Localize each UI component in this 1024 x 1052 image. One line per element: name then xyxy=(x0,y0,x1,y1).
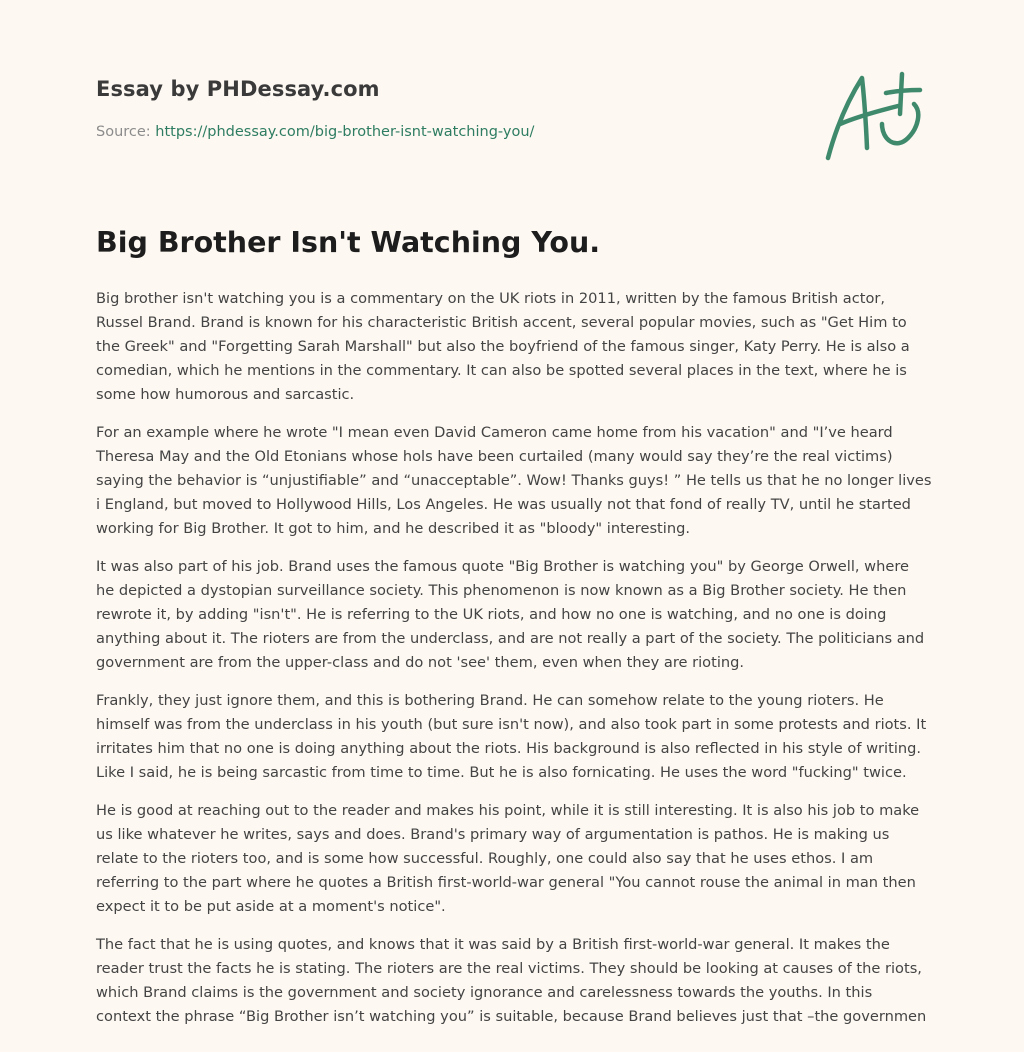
essay-title: Big Brother Isn't Watching You. xyxy=(96,226,601,259)
paragraph-line: Theresa May and the Old Etonians whose hols have been curtailed (many would say they’re the real victims) xyxy=(96,448,893,465)
paragraph xyxy=(96,421,930,541)
paragraph-line: For an example where he wrote "I mean even David Cameron came home from his vacation" and "I’ve heard xyxy=(96,424,893,441)
paragraph-line: comedian, which he mentions in the commentary. It can also be spotted several places in the text, where he is xyxy=(96,362,907,379)
source-label: Source: xyxy=(96,124,156,140)
site-brand: Essay by PHDessay.com xyxy=(96,77,380,101)
a-plus-grade-icon xyxy=(820,66,930,166)
paragraph-line: the Greek" and "Forgetting Sarah Marshall" but also the boyfriend of the famous singer, Katy Perry. He is also a xyxy=(96,338,910,355)
paragraph-line: context the phrase “Big Brother isn’t watching you” is suitable, because Brand believes just that –the governmen xyxy=(96,1008,927,1025)
paragraph-line: He is good at reaching out to the reader and makes his point, while it is still interesting. It is also his job to make xyxy=(96,802,920,819)
paragraph-line: himself was from the underclass in his youth (but sure isn't now), and also took part in some protests and riots. It xyxy=(96,716,927,733)
paragraph-line: reader trust the facts he is stating. The rioters are the real victims. They should be looking at causes of the riots, xyxy=(96,960,922,977)
paragraph-line: Frankly, they just ignore them, and this is bothering Brand. He can somehow relate to the young rioters. He xyxy=(96,692,884,709)
paragraph xyxy=(96,555,930,675)
paragraph-line: referring to the part where he quotes a British first-world-war general "You cannot rouse the animal in man then xyxy=(96,874,916,891)
paragraph-line: Big brother isn't watching you is a commentary on the UK riots in 2011, written by the famous British actor, xyxy=(96,290,886,307)
paragraph-line: us like whatever he writes, says and does. Brand's primary way of argumentation is pathos. He is making us xyxy=(96,826,890,843)
paragraph-line: Like I said, he is being sarcastic from time to time. But he is also fornicating. He uses the word "fucking" twice. xyxy=(96,764,907,781)
paragraph xyxy=(96,287,930,407)
source-link[interactable]: https://phdessay.com/big-brother-isnt-watching-you/ xyxy=(155,124,535,140)
paragraph-line: anything about it. The rioters are from the underclass, and are not really a part of the society. The politicians and xyxy=(96,630,925,647)
paragraph xyxy=(96,689,930,785)
paragraph-line: government are from the upper-class and do not 'see' them, even when they are rioting. xyxy=(96,654,745,671)
paragraph-line: Russel Brand. Brand is known for his characteristic British accent, several popular movies, such as "Get Him to xyxy=(96,314,907,331)
paragraph-line: The fact that he is using quotes, and knows that it was said by a British first-world-war general. It makes the xyxy=(96,936,890,953)
paragraph-line: saying the behavior is “unjustifiable” and “unacceptable”. Wow! Thanks guys! ” He tells us that he no longer lives xyxy=(96,472,932,489)
paragraph-line: irritates him that no one is doing anything about the riots. His background is also reflected in his style of writing. xyxy=(96,740,922,757)
paragraph-line: i England, but moved to Hollywood Hills, Los Angeles. He was usually not that fond of really TV, until he started xyxy=(96,496,911,513)
paragraph-line: It was also part of his job. Brand uses the famous quote "Big Brother is watching you" by George Orwell, where xyxy=(96,558,909,575)
paragraph-line: he depicted a dystopian surveillance society. This phenomenon is now known as a Big Brother society. He then xyxy=(96,582,907,599)
paragraph-line: expect it to be put aside at a moment's notice". xyxy=(96,898,446,915)
paragraph xyxy=(96,799,930,919)
essay-body xyxy=(96,287,930,1043)
paragraph-line: relate to the rioters too, and is some how successful. Roughly, one could also say that he uses ethos. I am xyxy=(96,850,874,867)
paragraph xyxy=(96,933,930,1029)
paragraph-line: working for Big Brother. It got to him, and he described it as "bloody" interesting. xyxy=(96,520,690,537)
paragraph-line: which Brand claims is the government and society ignorance and carelessness towards the youths. In this xyxy=(96,984,873,1001)
source-line xyxy=(96,124,534,140)
paragraph-line: some how humorous and sarcastic. xyxy=(96,386,355,403)
paragraph-line: rewrote it, by adding "isn't". He is referring to the UK riots, and how no one is watching, and no one is doing xyxy=(96,606,887,623)
